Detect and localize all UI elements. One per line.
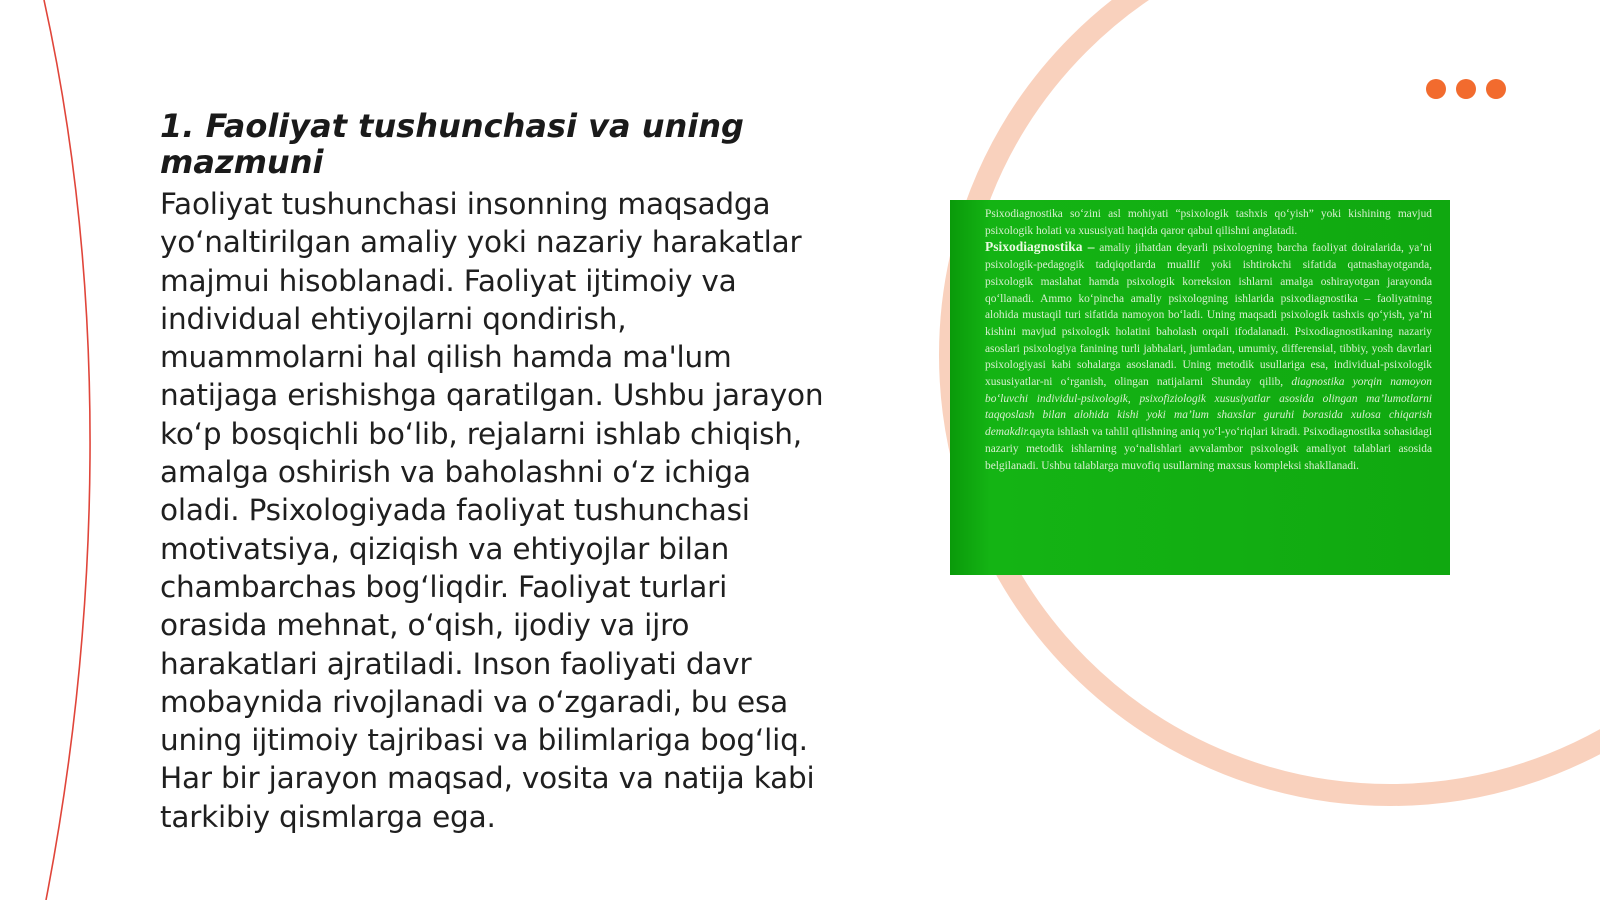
image-paragraph-2-italic: diagnostika yorqin namoyon bo‘luvchi individul-psixologik, psixofiziologik xususiyatlar asosida olingan ma’lumotlarni taqqoslash bilan alohida kishi yoki ma’lum shaxslar guruhi borasida xulosa chiqarish demakdir. [985,376,1432,439]
image-paragraph-1: Psixodiagnostika so‘zini asl mohiyati “psixologik tashxis qo‘yish” yoki kishining mavjud psixologik holati va xususiyati haqida qaror qabul qilishni anglatadi. [985,208,1432,237]
image-paragraph-2-tail: qayta ishlash va tahlil qilishning aniq yo‘l-yo‘riqlari kiradi. Psixodiagnostika sohasidagi nazariy metodik ishlarning yo‘nalishlari avvalambor psixologik amaliyot talablari asosida belgilanadi. Ushbu talablarga muvofiq usullarning maxsus kompleksi shakllanadi. [985,426,1432,472]
slide-title: 1. Faoliyat tushunchasi va uning mazmuni [160,107,744,181]
accent-dots [1426,79,1506,99]
image-paragraph-2 [985,239,1432,474]
left-red-curve [44,0,90,900]
accent-dot [1486,79,1506,99]
accent-dot [1426,79,1446,99]
slide-body-text: Faoliyat tushunchasi insonning maqsadga yo‘naltirilgan amaliy yoki nazariy harakatlar majmui hisoblanadi. Faoliyat ijtimoiy va individual ehtiyojlarni qondirish, muammolarni hal qilish hamda ma'lum natijaga erishishga qaratilgan. Ushbu jarayon ko‘p bosqichli bo‘lib, rejalarni ishlab chiqish, amalga oshirish va baholashni o‘z ichiga oladi. Psixologiyada faoliyat tushunchasi motivatsiya, qiziqish va ehtiyojlar bilan chambarchas bog‘liqdir. Faoliyat turlari orasida mehnat, o‘qish, ijodiy va ijro harakatlari ajratiladi. Inson faoliyati davr mobaynida rivojlanadi va o‘zgaradi, bu esa uning ijtimoiy tajribasi va bilimlariga bog‘liq. Har bir jarayon maqsad, vosita va natija kabi tarkibiy qismlarga ega. [160,187,824,834]
image-term-bold: Psixodiagnostika – [985,239,1095,255]
text-image [950,200,1450,575]
accent-dot [1456,79,1476,99]
image-paragraph-2-text: amaliy jihatdan deyarli psixologning barcha faoliyat doiralarida, ya’ni psixologik-pedagogik tadqiqotlarda muallif yoki ishtirokchi sifatida qatnashayotganda, psixologik maslahat hamda psixologik korreksion ishlarni amalga oshirayotgan jarayonda qo‘llanadi. Ammo ko‘pincha amaliy psixologning ishlarida psixodiagnostika – faoliyatning alohida mustaqil turi sifatida namoyon bo‘ladi. Uning maqsadi psixologik tashxis qo‘yish, ya’ni kishini mavjud psixologik holatini baholash orqali ifodalanadi. Psixodiagnostikaning nazariy asoslari psixologiya fanining turli jabhalari, jumladan, umumiy, differensial, tibbiy, yosh davrlari psixologiyasi kabi sohalarga asoslanadi. Uning metodik usullariga esa, individual-psixologik xususiyatlar-ni o‘rganish, olingan natijalarni Shunday qilib, [985,242,1432,389]
